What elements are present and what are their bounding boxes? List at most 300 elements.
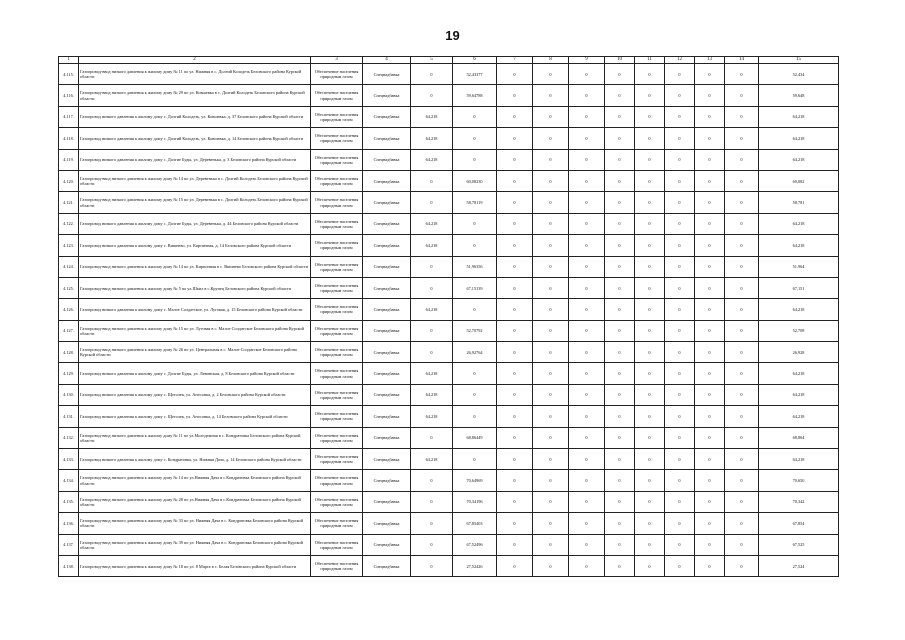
value-cell: 0 xyxy=(497,85,533,106)
value-cell: 0 xyxy=(665,277,695,298)
value-cell: 0 xyxy=(411,85,453,106)
value-cell: 0 xyxy=(725,320,759,341)
value-cell: 0 xyxy=(533,106,569,127)
funding-source: Спецнадбавка xyxy=(363,363,411,384)
total-cell: 67,525 xyxy=(759,534,839,555)
funding-source: Спецнадбавка xyxy=(363,384,411,405)
value-cell: 0 xyxy=(569,213,605,234)
total-cell: 64,218 xyxy=(759,235,839,256)
value-cell: 0 xyxy=(605,406,635,427)
total-cell: 59,648 xyxy=(759,85,839,106)
value-cell: 0 xyxy=(665,299,695,320)
value-cell: 0 xyxy=(497,342,533,363)
purpose-cell: Обеспечение населения природным газом xyxy=(311,277,363,298)
value-cell: 0 xyxy=(497,256,533,277)
value-cell: 0 xyxy=(569,149,605,170)
value-cell: 68,86449 xyxy=(453,427,497,448)
value-cell: 0 xyxy=(453,235,497,256)
value-cell: 0 xyxy=(453,299,497,320)
purpose-cell: Обеспечение населения природным газом xyxy=(311,449,363,470)
value-cell: 0 xyxy=(725,513,759,534)
value-cell: 0 xyxy=(695,534,725,555)
value-cell: 0 xyxy=(411,256,453,277)
value-cell: 27,52426 xyxy=(453,555,497,576)
value-cell: 0 xyxy=(605,470,635,491)
purpose-cell: Обеспечение населения природным газом xyxy=(311,491,363,512)
value-cell: 0 xyxy=(411,320,453,341)
value-cell: 64,218 xyxy=(411,213,453,234)
value-cell: 0 xyxy=(569,170,605,191)
total-cell: 51,964 xyxy=(759,256,839,277)
value-cell: 0 xyxy=(665,427,695,448)
value-cell: 0 xyxy=(453,449,497,470)
row-number: 4.120. xyxy=(59,170,79,191)
value-cell: 52,70792 xyxy=(453,320,497,341)
value-cell: 0 xyxy=(695,384,725,405)
table-row xyxy=(59,470,839,491)
value-cell: 0 xyxy=(635,555,665,576)
value-cell: 0 xyxy=(725,149,759,170)
value-cell: 64,218 xyxy=(411,406,453,427)
table-row xyxy=(59,128,839,149)
table-row xyxy=(59,534,839,555)
value-cell: 0 xyxy=(635,320,665,341)
total-cell: 70,650 xyxy=(759,470,839,491)
funding-source: Спецнадбавка xyxy=(363,470,411,491)
value-cell: 0 xyxy=(665,85,695,106)
value-cell: 0 xyxy=(605,491,635,512)
table-body xyxy=(59,64,839,577)
row-number: 4.133. xyxy=(59,449,79,470)
purpose-cell: Обеспечение населения природным газом xyxy=(311,342,363,363)
value-cell: 0 xyxy=(635,106,665,127)
value-cell: 0 xyxy=(497,449,533,470)
value-cell: 0 xyxy=(533,363,569,384)
purpose-cell: Обеспечение населения природным газом xyxy=(311,427,363,448)
value-cell: 0 xyxy=(605,299,635,320)
row-number: 4.121. xyxy=(59,192,79,213)
value-cell: 0 xyxy=(569,277,605,298)
col-header: 12 xyxy=(665,57,695,64)
table-row xyxy=(59,192,839,213)
table-row xyxy=(59,363,839,384)
value-cell: 0 xyxy=(453,149,497,170)
value-cell: 0 xyxy=(725,192,759,213)
value-cell: 0 xyxy=(533,235,569,256)
value-cell: 0 xyxy=(605,342,635,363)
value-cell: 0 xyxy=(533,384,569,405)
value-cell: 0 xyxy=(635,256,665,277)
value-cell: 0 xyxy=(569,406,605,427)
value-cell: 0 xyxy=(725,406,759,427)
table-row xyxy=(59,149,839,170)
funding-source: Спецнадбавка xyxy=(363,235,411,256)
value-cell: 0 xyxy=(533,470,569,491)
value-cell: 0 xyxy=(453,384,497,405)
funding-source: Спецнадбавка xyxy=(363,449,411,470)
col-header: 14 xyxy=(725,57,759,64)
object-name: Газопровод низкого давления к жилому дому с. Кондратовка, ул. Нижняя Дача, д. 14 Беловского района Курской области xyxy=(79,449,311,470)
value-cell: 0 xyxy=(665,534,695,555)
value-cell: 0 xyxy=(533,213,569,234)
row-number: 4.126. xyxy=(59,299,79,320)
value-cell: 0 xyxy=(411,513,453,534)
value-cell: 0 xyxy=(605,277,635,298)
purpose-cell: Обеспечение населения природным газом xyxy=(311,555,363,576)
value-cell: 0 xyxy=(695,363,725,384)
funding-source: Спецнадбавка xyxy=(363,106,411,127)
col-header: 3 xyxy=(311,57,363,64)
funding-source: Спецнадбавка xyxy=(363,149,411,170)
value-cell: 64,218 xyxy=(411,106,453,127)
value-cell: 0 xyxy=(695,170,725,191)
row-number: 4.136. xyxy=(59,513,79,534)
value-cell: 0 xyxy=(497,320,533,341)
value-cell: 0 xyxy=(695,470,725,491)
object-name: Газопровод низкого давления к жилому дому с. Долгие Буды, ул. Деревенька, д. 3 Беловского района Курской области xyxy=(79,149,311,170)
value-cell: 0 xyxy=(605,170,635,191)
value-cell: 0 xyxy=(725,470,759,491)
value-cell: 0 xyxy=(605,363,635,384)
object-name: Газопровод низкого давления к жилому дому с. Щеголек, ул. Аносовка, д. 14 Беловского района Курской области xyxy=(79,406,311,427)
value-cell: 0 xyxy=(665,555,695,576)
value-cell: 0 xyxy=(497,534,533,555)
purpose-cell: Обеспечение населения природным газом xyxy=(311,470,363,491)
value-cell: 0 xyxy=(665,213,695,234)
value-cell: 0 xyxy=(533,192,569,213)
total-cell: 64,218 xyxy=(759,299,839,320)
value-cell: 0 xyxy=(569,128,605,149)
funding-source: Спецнадбавка xyxy=(363,277,411,298)
col-header: 6 xyxy=(453,57,497,64)
table-row xyxy=(59,320,839,341)
funding-source: Спецнадбавка xyxy=(363,256,411,277)
value-cell: 0 xyxy=(635,149,665,170)
value-cell: 0 xyxy=(725,64,759,85)
value-cell: 0 xyxy=(605,555,635,576)
value-cell: 0 xyxy=(635,342,665,363)
purpose-cell: Обеспечение населения природным газом xyxy=(311,149,363,170)
purpose-cell: Обеспечение населения природным газом xyxy=(311,192,363,213)
object-name: Газопровод-ввод низкого давления к жилому дому № 14 по ул. Кирпичная в с. Вишнево Беловского района Курской области xyxy=(79,256,311,277)
value-cell: 0 xyxy=(533,85,569,106)
value-cell: 0 xyxy=(725,128,759,149)
value-cell: 60,08230 xyxy=(453,170,497,191)
row-number: 4.124. xyxy=(59,256,79,277)
value-cell: 0 xyxy=(605,106,635,127)
value-cell: 0 xyxy=(533,149,569,170)
total-cell: 52,708 xyxy=(759,320,839,341)
value-cell: 0 xyxy=(497,192,533,213)
object-name: Газопровод-ввод низкого давления к жилому дому № 18 по ул. 8 Марта в с. Белая Беловского района Курской области xyxy=(79,555,311,576)
value-cell: 58,78119 xyxy=(453,192,497,213)
value-cell: 0 xyxy=(665,363,695,384)
purpose-cell: Обеспечение населения природным газом xyxy=(311,406,363,427)
row-number: 4.134. xyxy=(59,470,79,491)
value-cell: 0 xyxy=(569,363,605,384)
object-name: Газопровод-ввод низкого давления к жилому дому № 11 по ул. Нижняя в с. Долгий Колодезь Беловского района Курской области xyxy=(79,64,311,85)
object-name: Газопровод низкого давления к жилому дому с. Долгие Буды, ул. Левинская, д. 8 Беловского района Курской области xyxy=(79,363,311,384)
funding-source: Спецнадбавка xyxy=(363,513,411,534)
row-number: 4.127. xyxy=(59,320,79,341)
value-cell: 0 xyxy=(725,106,759,127)
total-cell: 70,342 xyxy=(759,491,839,512)
col-header: 5 xyxy=(411,57,453,64)
table-row xyxy=(59,299,839,320)
table-row xyxy=(59,170,839,191)
funding-source: Спецнадбавка xyxy=(363,170,411,191)
value-cell: 0 xyxy=(635,513,665,534)
value-cell: 0 xyxy=(635,299,665,320)
value-cell: 0 xyxy=(497,513,533,534)
total-cell: 64,218 xyxy=(759,406,839,427)
value-cell: 0 xyxy=(569,85,605,106)
value-cell: 0 xyxy=(665,256,695,277)
purpose-cell: Обеспечение населения природным газом xyxy=(311,299,363,320)
value-cell: 0 xyxy=(725,85,759,106)
value-cell: 0 xyxy=(665,406,695,427)
value-cell: 0 xyxy=(411,470,453,491)
value-cell: 0 xyxy=(635,128,665,149)
funding-source: Спецнадбавка xyxy=(363,427,411,448)
value-cell: 0 xyxy=(725,213,759,234)
row-number: 4.117. xyxy=(59,106,79,127)
value-cell: 0 xyxy=(725,256,759,277)
purpose-cell: Обеспечение населения природным газом xyxy=(311,256,363,277)
total-cell: 64,218 xyxy=(759,384,839,405)
value-cell: 0 xyxy=(569,106,605,127)
object-name: Газопровод-ввод низкого давления к жилому дому № 5 по ул.Шкил в с.Крупец Беловского района Курской области xyxy=(79,277,311,298)
row-number: 4.132. xyxy=(59,427,79,448)
value-cell: 0 xyxy=(635,192,665,213)
value-cell: 0 xyxy=(453,213,497,234)
value-cell: 0 xyxy=(411,277,453,298)
total-cell: 64,218 xyxy=(759,449,839,470)
value-cell: 0 xyxy=(695,427,725,448)
value-cell: 0 xyxy=(533,513,569,534)
value-cell: 0 xyxy=(635,427,665,448)
value-cell: 0 xyxy=(497,299,533,320)
purpose-cell: Обеспечение населения природным газом xyxy=(311,213,363,234)
value-cell: 0 xyxy=(635,235,665,256)
value-cell: 0 xyxy=(605,384,635,405)
value-cell: 26,92764 xyxy=(453,342,497,363)
value-cell: 0 xyxy=(605,534,635,555)
row-number: 4.130. xyxy=(59,384,79,405)
value-cell: 0 xyxy=(635,449,665,470)
value-cell: 0 xyxy=(635,363,665,384)
value-cell: 0 xyxy=(533,320,569,341)
row-number: 4.123. xyxy=(59,235,79,256)
value-cell: 0 xyxy=(605,213,635,234)
value-cell: 0 xyxy=(497,64,533,85)
value-cell: 0 xyxy=(411,534,453,555)
value-cell: 0 xyxy=(605,192,635,213)
value-cell: 0 xyxy=(411,427,453,448)
value-cell: 0 xyxy=(533,64,569,85)
value-cell: 0 xyxy=(605,449,635,470)
value-cell: 0 xyxy=(695,128,725,149)
value-cell: 0 xyxy=(695,64,725,85)
row-number: 4.131. xyxy=(59,406,79,427)
value-cell: 64,218 xyxy=(411,449,453,470)
value-cell: 0 xyxy=(569,427,605,448)
object-name: Газопровод низкого давления к жилому дому с. Долгий Колодезь, ул. Ковшевка, д. 14 Беловского района Курской области xyxy=(79,128,311,149)
value-cell: 0 xyxy=(605,128,635,149)
row-number: 4.137. xyxy=(59,534,79,555)
total-cell: 27,524 xyxy=(759,555,839,576)
value-cell: 0 xyxy=(533,299,569,320)
total-cell: 67,151 xyxy=(759,277,839,298)
value-cell: 0 xyxy=(695,192,725,213)
value-cell: 0 xyxy=(605,85,635,106)
total-cell: 52,434 xyxy=(759,64,839,85)
total-cell: 64,218 xyxy=(759,213,839,234)
value-cell: 0 xyxy=(665,320,695,341)
total-cell: 26,928 xyxy=(759,342,839,363)
table-row xyxy=(59,235,839,256)
value-cell: 0 xyxy=(533,256,569,277)
funding-source: Спецнадбавка xyxy=(363,534,411,555)
object-name: Газопровод низкого давления к жилому дому с. Долгий Колодезь, ул. Ковшевка, д. 37 Беловского района Курской области xyxy=(79,106,311,127)
total-cell: 64,218 xyxy=(759,106,839,127)
value-cell: 0 xyxy=(635,406,665,427)
value-cell: 0 xyxy=(635,491,665,512)
value-cell: 0 xyxy=(569,192,605,213)
value-cell: 0 xyxy=(533,555,569,576)
value-cell: 0 xyxy=(533,491,569,512)
row-number: 4.119. xyxy=(59,149,79,170)
value-cell: 0 xyxy=(533,342,569,363)
value-cell: 0 xyxy=(569,555,605,576)
page-number: 19 xyxy=(445,28,460,43)
value-cell: 0 xyxy=(695,449,725,470)
value-cell: 70,64969 xyxy=(453,470,497,491)
value-cell: 0 xyxy=(665,449,695,470)
value-cell: 0 xyxy=(411,192,453,213)
row-number: 4.116. xyxy=(59,85,79,106)
value-cell: 0 xyxy=(695,106,725,127)
value-cell: 0 xyxy=(497,427,533,448)
funding-source: Спецнадбавка xyxy=(363,128,411,149)
header-row xyxy=(59,57,839,64)
object-name: Газопровод низкого давления к жилому дому с. Вишнево, ул. Кирпичная, д. 14 Беловского района Курской области xyxy=(79,235,311,256)
funding-source: Спецнадбавка xyxy=(363,64,411,85)
object-name: Газопровод низкого давления к жилому дому с. Щеголек, ул. Аносовка, д. 2 Беловского района Курской области xyxy=(79,384,311,405)
value-cell: 0 xyxy=(453,128,497,149)
total-cell: 60,082 xyxy=(759,170,839,191)
table-row xyxy=(59,427,839,448)
object-name: Газопровод-ввод низкого давления к жилому дому № 29 по ул. Ковшевка в с. Долгий Колодезь Беловского района Курской области xyxy=(79,85,311,106)
value-cell: 0 xyxy=(497,491,533,512)
col-header: 11 xyxy=(635,57,665,64)
value-cell: 0 xyxy=(635,64,665,85)
object-name: Газопровод-ввод низкого давления к жилому дому № 14 по ул. Деревенька в с. Долгий Колодезь Беловского района Курской области xyxy=(79,170,311,191)
col-header: 7 xyxy=(497,57,533,64)
value-cell: 0 xyxy=(665,342,695,363)
value-cell: 0 xyxy=(695,213,725,234)
value-cell: 0 xyxy=(533,406,569,427)
value-cell: 0 xyxy=(665,384,695,405)
object-name: Газопровод-ввод низкого давления к жилому дому № 26 по ул. Центральная в с. Малое Солдатское Беловского района Курской области xyxy=(79,342,311,363)
funding-source: Спецнадбавка xyxy=(363,555,411,576)
table-row xyxy=(59,256,839,277)
object-name: Газопровод-ввод низкого давления к жилому дому № 33 по ул. Нижняя Дача в с. Кондратовка Беловского района Курской области xyxy=(79,513,311,534)
value-cell: 0 xyxy=(695,85,725,106)
value-cell: 0 xyxy=(695,555,725,576)
purpose-cell: Обеспечение населения природным газом xyxy=(311,235,363,256)
value-cell: 0 xyxy=(665,513,695,534)
value-cell: 0 xyxy=(497,384,533,405)
value-cell: 0 xyxy=(569,256,605,277)
table-row xyxy=(59,555,839,576)
value-cell: 0 xyxy=(533,128,569,149)
funding-source: Спецнадбавка xyxy=(363,192,411,213)
purpose-cell: Обеспечение населения природным газом xyxy=(311,534,363,555)
table-row xyxy=(59,106,839,127)
value-cell: 0 xyxy=(605,235,635,256)
value-cell: 0 xyxy=(665,235,695,256)
object-name: Газопровод низкого давления к жилому дому с. Долгие Буды, ул. Деревенька, д. 44 Беловского района Курской области xyxy=(79,213,311,234)
object-name: Газопровод-ввод низкого давления к жилому дому № 39 по ул. Нижняя Дача в с. Кондратовка Беловского района Курской области xyxy=(79,534,311,555)
object-name: Газопровод-ввод низкого давления к жилому дому № 28 по ул.Нижняя Дача в с.Кондратовка Беловского района Курской области xyxy=(79,491,311,512)
value-cell: 0 xyxy=(453,106,497,127)
purpose-cell: Обеспечение населения природным газом xyxy=(311,85,363,106)
funding-source: Спецнадбавка xyxy=(363,342,411,363)
object-name: Газопровод-ввод низкого давления к жилому дому № 15 по ул. Луговая в с. Малое Солдатское Беловского района Курской области xyxy=(79,320,311,341)
value-cell: 0 xyxy=(725,427,759,448)
value-cell: 0 xyxy=(569,470,605,491)
value-cell: 0 xyxy=(411,555,453,576)
purpose-cell: Обеспечение населения природным газом xyxy=(311,384,363,405)
purpose-cell: Обеспечение населения природным газом xyxy=(311,320,363,341)
table-row xyxy=(59,277,839,298)
value-cell: 0 xyxy=(725,384,759,405)
value-cell: 0 xyxy=(569,299,605,320)
value-cell: 0 xyxy=(605,427,635,448)
total-cell: 67,854 xyxy=(759,513,839,534)
value-cell: 0 xyxy=(497,277,533,298)
purpose-cell: Обеспечение населения природным газом xyxy=(311,128,363,149)
value-cell: 0 xyxy=(725,299,759,320)
investment-table xyxy=(58,56,839,577)
value-cell: 0 xyxy=(635,470,665,491)
value-cell: 0 xyxy=(497,213,533,234)
row-number: 4.115. xyxy=(59,64,79,85)
value-cell: 0 xyxy=(453,406,497,427)
value-cell: 0 xyxy=(635,85,665,106)
value-cell: 0 xyxy=(569,534,605,555)
value-cell: 0 xyxy=(569,513,605,534)
funding-source: Спецнадбавка xyxy=(363,491,411,512)
row-number: 4.118. xyxy=(59,128,79,149)
purpose-cell: Обеспечение населения природным газом xyxy=(311,64,363,85)
value-cell: 52,43377 xyxy=(453,64,497,85)
value-cell: 0 xyxy=(695,235,725,256)
value-cell: 0 xyxy=(665,149,695,170)
value-cell: 0 xyxy=(411,491,453,512)
value-cell: 0 xyxy=(533,277,569,298)
table-row xyxy=(59,406,839,427)
value-cell: 0 xyxy=(695,513,725,534)
purpose-cell: Обеспечение населения природным газом xyxy=(311,170,363,191)
value-cell: 0 xyxy=(665,192,695,213)
value-cell: 64,218 xyxy=(411,299,453,320)
object-name: Газопровод-ввод низкого давления к жилому дому № 11 по ул.Молодежная в с. Кондратовка Беловского района Курской области xyxy=(79,427,311,448)
row-number: 4.129. xyxy=(59,363,79,384)
value-cell: 0 xyxy=(569,449,605,470)
row-number: 4.138. xyxy=(59,555,79,576)
